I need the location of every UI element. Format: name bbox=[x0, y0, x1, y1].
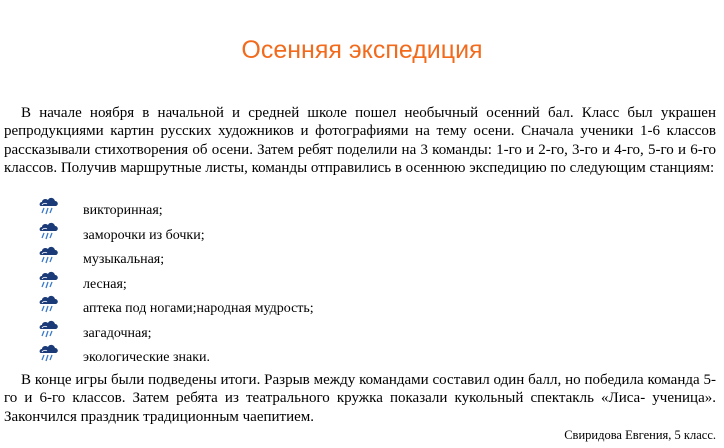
station-label: лесная; bbox=[83, 276, 127, 292]
rain-cloud-icon bbox=[38, 319, 60, 339]
station-label: музыкальная; bbox=[83, 252, 165, 267]
outro-paragraph: В конце игры были подведены итоги. Разрыв между командами составил один балл, но победила команда 5-го и 6-го классов. Затем ребята из театрального кружка показали кукольный спектакль «Лиса- ученица». Закончился праздник традиционным чаепитием. bbox=[4, 372, 716, 425]
station-label: аптека под ногами;народная мудрость; bbox=[83, 301, 314, 316]
author-signature: Свиридова Евгения, 5 класс. bbox=[564, 428, 716, 442]
rain-cloud-icon bbox=[38, 270, 60, 290]
station-label: викторинная; bbox=[83, 203, 163, 218]
rain-cloud-icon bbox=[38, 196, 60, 216]
station-label: загадочная; bbox=[83, 325, 152, 341]
rain-cloud-icon bbox=[38, 245, 60, 265]
intro-paragraph: В начале ноября в начальной и средней школе пошел необычный осенний бал. Класс был украшен репродукциями картин русских художников и фотографиями на тему осени. Сначала ученики 1-6 классов рассказывали стихотворения об осени. Затем ребят поделили на 3 команды: 1-го и 2-го, 3-го и 4-го, 5-го и 6-го классов. Получив маршрутные листы, команды отправились в осеннюю экспедицию по следующим станциям: bbox=[4, 105, 716, 177]
station-label: экологические знаки. bbox=[83, 350, 210, 365]
station-label: заморочки из бочки; bbox=[83, 227, 205, 243]
rain-cloud-icon bbox=[38, 221, 60, 241]
rain-cloud-icon bbox=[38, 294, 60, 314]
article-title: Осенняя экспедиция bbox=[241, 36, 483, 64]
rain-cloud-icon bbox=[38, 343, 60, 363]
